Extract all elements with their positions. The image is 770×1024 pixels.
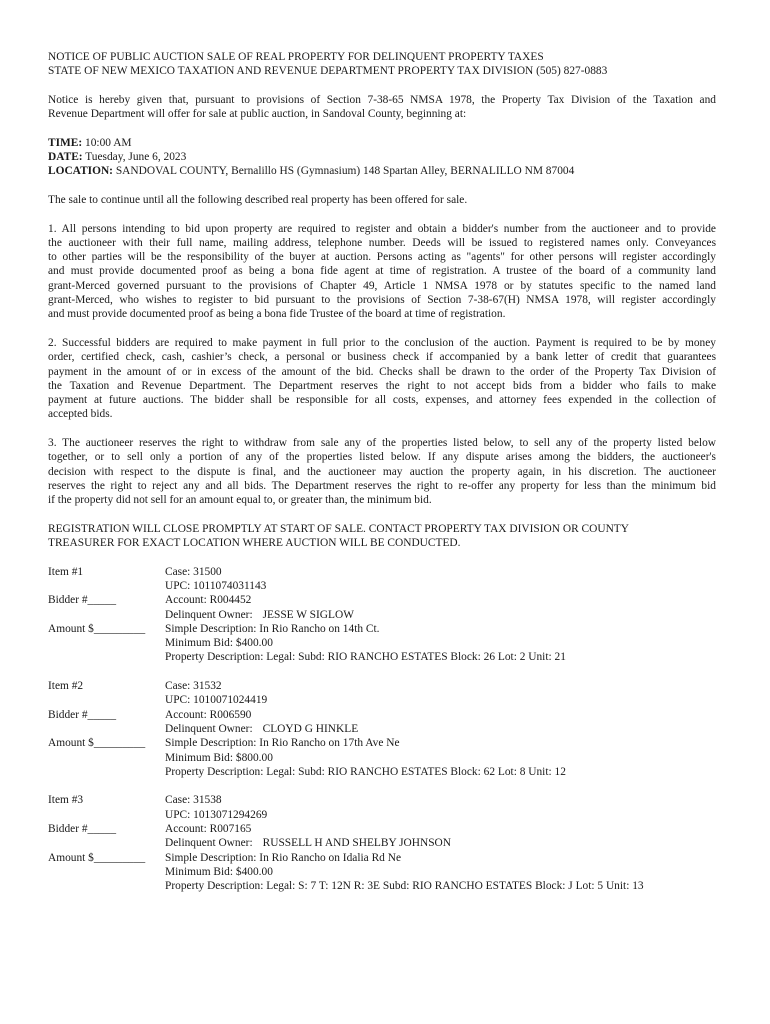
owner-label: Delinquent Owner: (165, 837, 253, 850)
paragraph-line: reserves the right to reject any and all bids. The Department reserves the right to re-offer any property for less than the minimum bid (48, 479, 716, 492)
owner-name: RUSSELL H AND SHELBY JOHNSON (262, 837, 452, 850)
paragraph-line: order, certified check, cash, cashier’s check, a personal or business check if accompanied by a bank letter of credit that guarantees (48, 351, 716, 364)
paragraph-line: 3. The auctioneer reserves the right to withdraw from sale any of the properties listed below, to sell any of the property listed below (48, 437, 716, 450)
case-number: Case: 31532 (165, 680, 222, 693)
registration-notice (48, 522, 716, 551)
case-number: Case: 31538 (165, 794, 222, 807)
upc-number: UPC: 1010071024419 (165, 694, 268, 707)
location-label: LOCATION: (48, 165, 113, 178)
paragraph-line: to other parties will be the responsibility of the buyer at auction. Persons acting as "agents" for other persons will register accordingly (48, 251, 716, 264)
registration-rules-paragraph (48, 222, 716, 322)
notice-header (48, 50, 716, 79)
delinquent-owner (165, 608, 716, 622)
location-value: SANDOVAL COUNTY, Bernalillo HS (Gymnasium) 148 Spartan Alley, BERNALILLO NM 87004 (112, 165, 575, 178)
payment-rules-paragraph (48, 336, 716, 422)
item-details (165, 793, 716, 893)
simple-description: Simple Description: In Rio Rancho on 17th Ave Ne (165, 737, 400, 750)
property-description: Property Description: Legal: S: 7 T: 12N R: 3E Subd: RIO RANCHO ESTATES Block: J Lot: 5 Unit: 13 (165, 880, 644, 893)
simple-description: Simple Description: In Rio Rancho on Idalia Rd Ne (165, 851, 401, 864)
paragraph-line: 2. Successful bidders are required to make payment in full prior to the conclusion of the auction. Payment is required to be by money (48, 336, 716, 349)
auction-item (48, 793, 716, 893)
property-description: Property Description: Legal: Subd: RIO RANCHO ESTATES Block: 26 Lot: 2 Unit: 21 (165, 651, 566, 664)
item-number: Item #1 (48, 565, 84, 578)
upc-number: UPC: 1013071294269 (165, 808, 268, 821)
paragraph-line: REGISTRATION WILL CLOSE PROMPTLY AT START OF SALE. CONTACT PROPERTY TAX DIVISION OR COUNTY (48, 522, 629, 535)
time-line (48, 136, 716, 150)
minimum-bid: Minimum Bid: $800.00 (165, 751, 273, 764)
owner-label: Delinquent Owner: (165, 722, 253, 735)
paragraph-line: and must provide documented proof as being a bona fide agent at time of registration. A trustee of the board of a community land (48, 265, 716, 278)
item-form-column (48, 565, 165, 665)
delinquent-owner (165, 722, 716, 736)
amount-field: Amount $_________ (48, 851, 146, 864)
amount-field: Amount $_________ (48, 622, 146, 635)
date-value: Tuesday, June 6, 2023 (82, 151, 187, 164)
item-number: Item #2 (48, 680, 84, 693)
paragraph-line: payment at future auctions. The bidder shall be responsible for all costs, expenses, and attorney fees expended in the collection of (48, 394, 716, 407)
auction-details (48, 136, 716, 179)
date-line (48, 150, 716, 164)
continue-paragraph (48, 193, 716, 207)
location-line (48, 164, 716, 178)
paragraph-line: TREASURER FOR EXACT LOCATION WHERE AUCTION WILL BE CONDUCTED. (48, 537, 461, 550)
account-number: Account: R006590 (165, 708, 252, 721)
intro-paragraph (48, 93, 716, 122)
notice-title: NOTICE OF PUBLIC AUCTION SALE OF REAL PROPERTY FOR DELINQUENT PROPERTY TAXES (48, 51, 544, 63)
paragraph-line: if the property did not sell for an amount equal to, or greater than, the minimum bid. (48, 494, 432, 507)
property-description: Property Description: Legal: Subd: RIO RANCHO ESTATES Block: 62 Lot: 8 Unit: 12 (165, 765, 566, 778)
bidder-number-field: Bidder #_____ (48, 823, 117, 836)
auction-item (48, 565, 716, 665)
paragraph-line: grant-Merced governed pursuant to the provisions of Chapter 49, Article 1 NMSA 1978 or by statutes specific to the named land (48, 279, 716, 292)
paragraph-line: and must provide documented proof as being a bona fide Trustee of the board at time of registration. (48, 308, 506, 321)
item-form-column (48, 793, 165, 893)
paragraph-line: grant-Merced, who wishes to register to bid pursuant to the provisions of Section 7-38-67(H) NMSA 1978, will register accordingly (48, 294, 716, 307)
minimum-bid: Minimum Bid: $400.00 (165, 637, 273, 650)
simple-description: Simple Description: In Rio Rancho on 14th Ct. (165, 622, 380, 635)
paragraph-line: the auctioneer with their full name, mailing address, telephone number. Deeds will be issued to registered names only. Conveyances (48, 236, 716, 249)
bidder-number-field: Bidder #_____ (48, 708, 117, 721)
account-number: Account: R007165 (165, 823, 252, 836)
auctioneer-rights-paragraph (48, 436, 716, 507)
minimum-bid: Minimum Bid: $400.00 (165, 865, 273, 878)
owner-label: Delinquent Owner: (165, 608, 253, 621)
agency-line: STATE OF NEW MEXICO TAXATION AND REVENUE DEPARTMENT PROPERTY TAX DIVISION (505) 827-0883 (48, 65, 608, 78)
time-value: 10:00 AM (82, 136, 132, 149)
paragraph-line: Revenue Department will offer for sale at public auction, in Sandoval County, beginning at: (48, 108, 467, 121)
item-details (165, 565, 716, 665)
item-number: Item #3 (48, 794, 84, 807)
date-label: DATE: (48, 151, 83, 164)
paragraph-line: payment in the amount of or in excess of the amount of the bid. Checks shall be drawn to the order of the Property Tax Division of (48, 365, 716, 378)
time-label: TIME: (48, 136, 83, 149)
owner-name: CLOYD G HINKLE (262, 722, 359, 735)
paragraph-line: The sale to continue until all the following described real property has been offered for sale. (48, 193, 468, 206)
paragraph-line: accepted bids. (48, 408, 113, 421)
amount-field: Amount $_________ (48, 737, 146, 750)
case-number: Case: 31500 (165, 565, 222, 578)
auction-item (48, 679, 716, 779)
item-details (165, 679, 716, 779)
paragraph-line: together, or to sell only a portion of any of the properties listed below. If any dispute arises among the bidders, the auctioneer's (48, 451, 716, 464)
auction-item-list (48, 565, 716, 894)
paragraph-line: decision with respect to the dispute is final, and the auctioneer may auction the property again, in his discretion. The auctioneer (48, 465, 716, 478)
bidder-number-field: Bidder #_____ (48, 594, 117, 607)
paragraph-line: the Taxation and Revenue Department. The Department reserves the right to not accept bids from a bidder who fails to make (48, 379, 716, 392)
account-number: Account: R004452 (165, 594, 252, 607)
delinquent-owner (165, 836, 716, 850)
upc-number: UPC: 1011074031143 (165, 579, 267, 592)
paragraph-line: Notice is hereby given that, pursuant to provisions of Section 7-38-65 NMSA 1978, the Property Tax Division of the Taxation and (48, 93, 716, 106)
paragraph-line: 1. All persons intending to bid upon property are required to register and obtain a bidder's number from the auctioneer and to provide (48, 222, 716, 235)
item-form-column (48, 679, 165, 779)
owner-name: JESSE W SIGLOW (262, 608, 354, 621)
